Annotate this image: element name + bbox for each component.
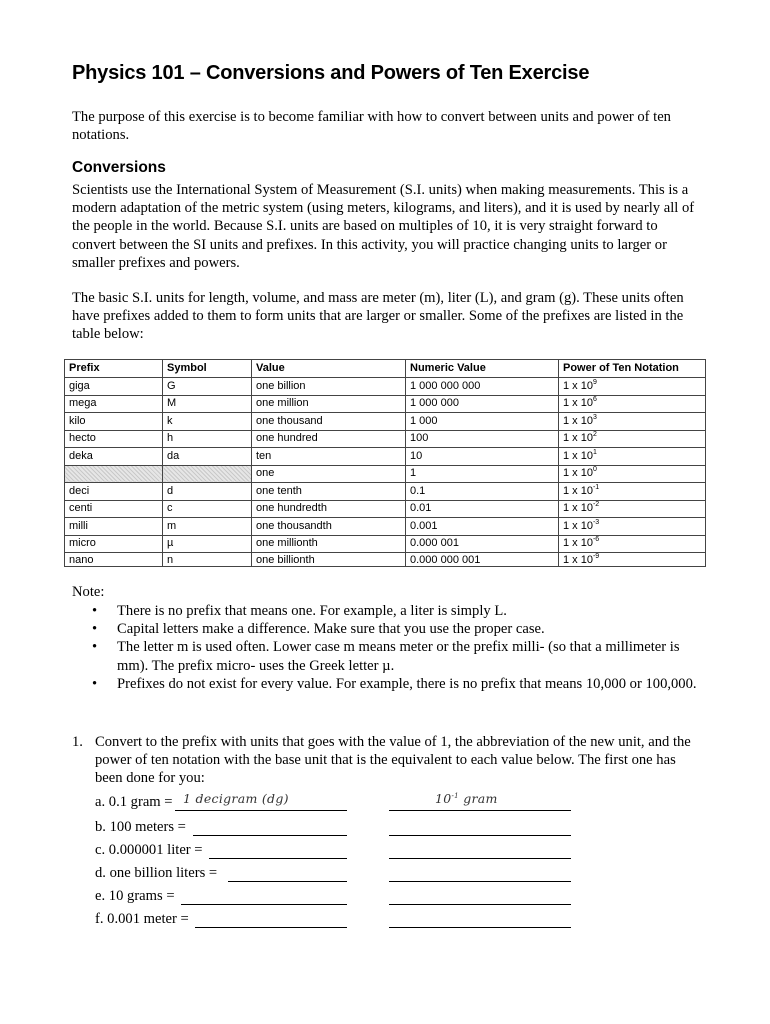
table-row [65, 483, 706, 501]
cell-power [559, 430, 706, 448]
answer-label: e. 10 grams = [95, 888, 175, 904]
table-row [65, 413, 706, 431]
cell-value: one thousand [252, 413, 406, 431]
prefix-answer-field[interactable] [175, 792, 347, 811]
cell-power [559, 518, 706, 536]
page-title: Physics 101 – Conversions and Powers of Ten Exercise [72, 62, 590, 84]
cell-value: one billionth [252, 553, 406, 567]
power-base: 1 x 10 [563, 432, 593, 445]
cell-prefix: micro [65, 535, 163, 553]
cell-prefix [65, 465, 163, 483]
question-1 [72, 733, 702, 788]
cell-symbol: d [163, 483, 252, 501]
cell-symbol: da [163, 448, 252, 466]
table-row [65, 518, 706, 536]
power-answer-field[interactable] [389, 863, 571, 882]
cell-symbol: µ [163, 535, 252, 553]
power-exponent: 0 [592, 466, 597, 474]
cell-symbol: m [163, 518, 252, 536]
prefix-answer-field[interactable] [193, 817, 347, 836]
handwritten-power [435, 789, 498, 809]
col-header-prefix: Prefix [65, 360, 163, 378]
cell-numeric: 0.01 [406, 500, 559, 518]
cell-numeric: 0.001 [406, 518, 559, 536]
answer-row [95, 863, 217, 883]
section-heading: Conversions [72, 159, 166, 176]
cell-power [559, 535, 706, 553]
answer-label: d. one billion liters = [95, 865, 218, 881]
cell-power [559, 378, 706, 396]
answer-row [95, 886, 175, 906]
table-row [65, 500, 706, 518]
prefix-answer-field[interactable] [209, 840, 347, 859]
cell-value: one tenth [252, 483, 406, 501]
power-base: 1 x 10 [563, 449, 593, 462]
power-base: 1 x 10 [563, 379, 593, 392]
answer-row [95, 817, 186, 837]
cell-value: one hundredth [252, 500, 406, 518]
prefix-answer-field[interactable] [181, 886, 347, 905]
cell-value: one million [252, 395, 406, 413]
intro-paragraph: The purpose of this exercise is to become familiar with how to convert between units and power of ten notations. [72, 109, 671, 144]
cell-symbol: M [163, 395, 252, 413]
power-base: 1 x 10 [563, 397, 593, 410]
col-header-symbol: Symbol [163, 360, 252, 378]
note-item [92, 638, 702, 674]
cell-numeric: 1 000 [406, 413, 559, 431]
note-text: The letter m is used often. Lower case m means meter or the prefix milli- (so that a millimeter is mm). The prefix micro- uses the Greek letter µ. [117, 639, 680, 674]
table-header-row [65, 360, 706, 378]
si-units-paragraph: The basic S.I. units for length, volume, and mass are meter (m), liter (L), and gram (g). These units often have prefixes added to them to form units that are larger or smaller. Some of the prefixes are listed in the table below: [72, 290, 684, 343]
cell-numeric: 0.1 [406, 483, 559, 501]
cell-numeric: 1 000 000 000 [406, 378, 559, 396]
note-label: Note: [72, 584, 105, 600]
power-exponent: -3 [592, 518, 600, 526]
power-exponent: 1 [592, 448, 597, 456]
answer-label: c. 0.000001 liter = [95, 842, 203, 858]
cell-prefix: giga [65, 378, 163, 396]
cell-power [559, 448, 706, 466]
cell-symbol: c [163, 500, 252, 518]
power-exponent: 6 [592, 396, 597, 404]
power-exponent: -1 [451, 792, 459, 800]
cell-power [559, 553, 706, 567]
cell-power [559, 395, 706, 413]
cell-prefix: mega [65, 395, 163, 413]
conversions-paragraph: Scientists use the International System of Measurement (S.I. units) when making measurements. This is a modern adaptation of the metric system (using meters, kilograms, and liters), and it is used by nearly all of the people in the world. Because S.I. units are based on multiples of 10, it is very straight forward to convert between the SI units and prefixes. In this activity, you will practice changing units to larger or smaller prefixes and powers. [72, 182, 695, 271]
power-exponent: 9 [592, 378, 597, 386]
cell-symbol: h [163, 430, 252, 448]
answer-label: f. 0.001 meter = [95, 911, 189, 927]
cell-numeric: 1 [406, 465, 559, 483]
table-row [65, 553, 706, 567]
note-item [92, 602, 702, 620]
question-text: Convert to the prefix with units that goes with the value of 1, the abbreviation of the new unit, and the power of ten notation with the base unit that is the equivalent to each value below. The first one has been done for you: [95, 734, 691, 787]
power-base: 1 x 10 [563, 519, 593, 532]
prefix-table [64, 359, 706, 567]
table-row [65, 430, 706, 448]
power-base: 1 x 10 [563, 484, 593, 497]
cell-value: one billion [252, 378, 406, 396]
power-base: 1 x 10 [563, 537, 593, 550]
power-answer-field[interactable] [389, 817, 571, 836]
cell-numeric: 10 [406, 448, 559, 466]
cell-prefix: milli [65, 518, 163, 536]
cell-numeric: 0.000 000 001 [406, 553, 559, 567]
bullet-icon: • [92, 639, 98, 656]
cell-value: one hundred [252, 430, 406, 448]
power-base: 10 [435, 791, 452, 806]
note-text: Prefixes do not exist for every value. For example, there is no prefix that means 10,000 or 100,000. [117, 675, 697, 692]
cell-power [559, 483, 706, 501]
table-row [65, 395, 706, 413]
cell-numeric: 0.000 001 [406, 535, 559, 553]
power-exponent: -9 [592, 552, 600, 560]
power-answer-field[interactable] [389, 909, 571, 928]
table-row [65, 465, 706, 483]
notes-list [92, 602, 702, 693]
power-answer-field[interactable] [389, 886, 571, 905]
col-header-value: Value [252, 360, 406, 378]
question-number: 1. [72, 734, 83, 750]
col-header-power: Power of Ten Notation [559, 360, 706, 378]
bullet-icon: • [92, 675, 98, 692]
cell-numeric: 100 [406, 430, 559, 448]
power-base: 1 x 10 [563, 467, 593, 480]
prefix-answer-field[interactable] [195, 909, 347, 928]
cell-prefix: deci [65, 483, 163, 501]
note-item [92, 620, 702, 638]
cell-numeric: 1 000 000 [406, 395, 559, 413]
cell-prefix: deka [65, 448, 163, 466]
note-text: There is no prefix that means one. For example, a liter is simply L. [117, 603, 507, 619]
cell-value: one millionth [252, 535, 406, 553]
power-unit: gram [458, 791, 498, 806]
answer-row [95, 909, 189, 929]
answer-row [95, 791, 498, 812]
bullet-icon: • [92, 621, 98, 638]
cell-value: one thousandth [252, 518, 406, 536]
col-header-numeric: Numeric Value [406, 360, 559, 378]
note-item [92, 675, 702, 693]
answer-row [95, 840, 203, 860]
power-answer-field[interactable] [389, 840, 571, 859]
cell-prefix: kilo [65, 413, 163, 431]
bullet-icon: • [92, 603, 98, 619]
note-text: Capital letters make a difference. Make sure that you use the proper case. [117, 621, 545, 638]
answer-label: a. 0.1 gram = [95, 794, 173, 810]
cell-prefix: hecto [65, 430, 163, 448]
cell-power [559, 465, 706, 483]
power-exponent: -2 [592, 501, 600, 509]
cell-value: one [252, 465, 406, 483]
cell-prefix: centi [65, 500, 163, 518]
table-row [65, 535, 706, 553]
cell-power [559, 500, 706, 518]
cell-symbol: k [163, 413, 252, 431]
power-exponent: 2 [592, 431, 597, 439]
power-exponent: -1 [592, 483, 600, 491]
cell-prefix: nano [65, 553, 163, 567]
power-base: 1 x 10 [563, 502, 593, 515]
cell-symbol [163, 465, 252, 483]
handwritten-answer: 1 decigram (dg) [183, 791, 289, 806]
answer-label: b. 100 meters = [95, 819, 186, 835]
table-row [65, 448, 706, 466]
cell-power [559, 413, 706, 431]
cell-symbol: n [163, 553, 252, 567]
table-row [65, 378, 706, 396]
power-base: 1 x 10 [563, 414, 593, 427]
prefix-answer-field[interactable] [228, 863, 347, 882]
power-base: 1 x 10 [563, 553, 593, 566]
power-answer-field[interactable] [389, 792, 571, 811]
cell-value: ten [252, 448, 406, 466]
power-exponent: 3 [592, 413, 597, 421]
cell-symbol: G [163, 378, 252, 396]
power-exponent: -6 [592, 536, 600, 544]
